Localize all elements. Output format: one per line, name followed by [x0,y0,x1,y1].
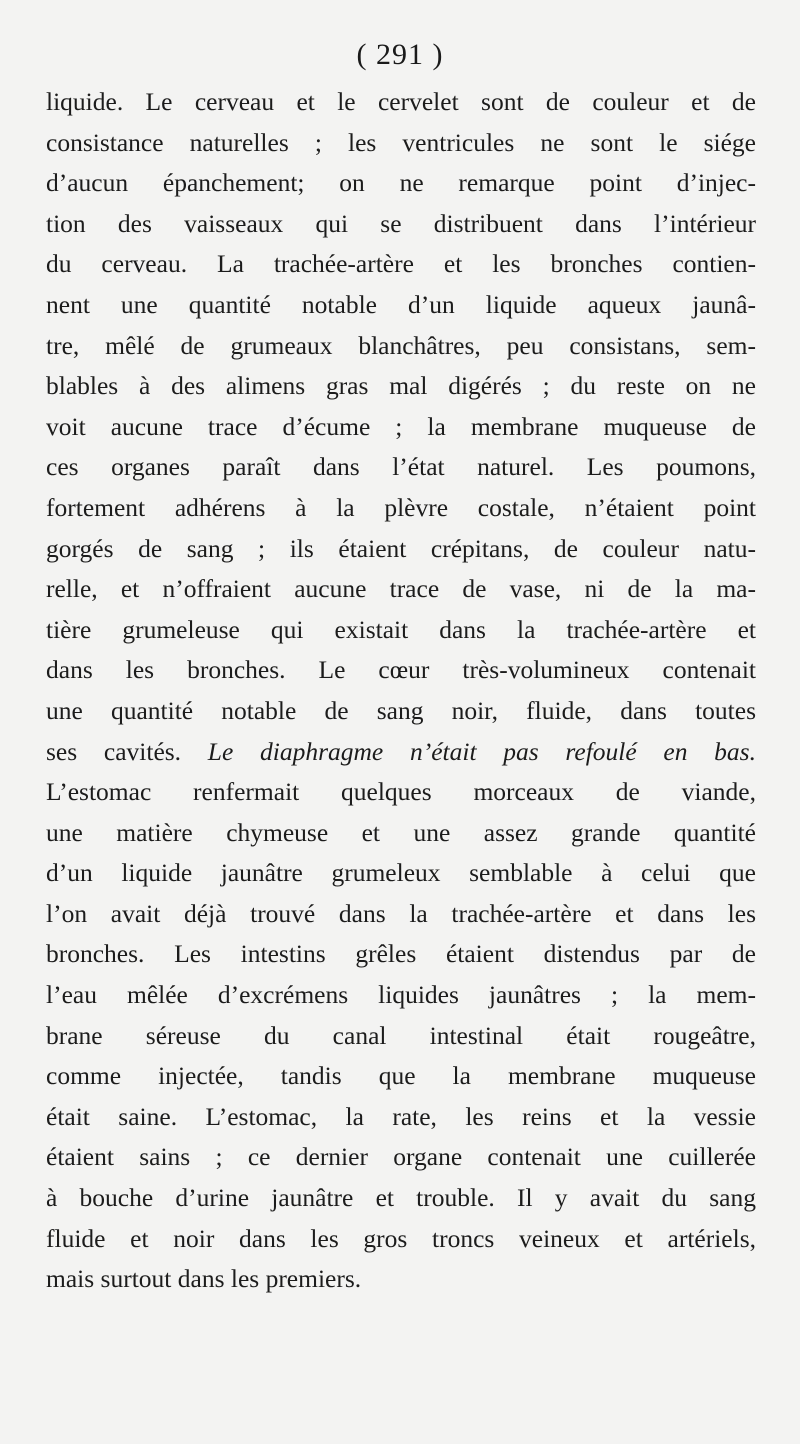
text-line: dans les bronches. Le cœur très-volumineux contenait [46,655,756,685]
body-text [46,82,756,1300]
text-line: ces organes paraît dans l’état naturel. Les poumons, [46,452,756,482]
text-line: l’on avait déjà trouvé dans la trachée-artère et dans les [46,898,756,928]
text-line: nent une quantité notable d’un liquide aqueux jaunâ- [46,289,756,319]
text-line: d’un liquide jaunâtre grumeleux semblable à celui que [46,858,756,888]
text-line: une matière chymeuse et une assez grande quantité [46,817,756,847]
text-line: l’eau mêlée d’excrémens liquides jaunâtres ; la mem- [46,980,756,1010]
text-line: une quantité notable de sang noir, fluide, dans toutes [46,695,756,725]
text-line: d’aucun épanchement; on ne remarque point d’injec- [46,168,756,198]
text-line-mixed [46,732,756,773]
text-line: comme injectée, tandis que la membrane muqueuse [46,1061,756,1091]
text-line: gorgés de sang ; ils étaient crépitans, de couleur natu- [46,533,756,563]
text-line: voit aucune trace d’écume ; la membrane muqueuse de [46,411,756,441]
text-line: à bouche d’urine jaunâtre et trouble. Il y avait du sang [46,1183,756,1213]
text-italic-segment: Le diaphragme n’était pas refoulé en bas. [207,736,756,766]
text-line: étaient sains ; ce dernier organe contenait une cuillerée [46,1142,756,1172]
text-line: brane séreuse du canal intestinal était rougeâtre, [46,1020,756,1050]
text-line: fortement adhérens à la plèvre costale, n’étaient point [46,492,756,522]
text-line: L’estomac renfermait quelques morceaux de viande, [46,777,756,807]
text-line: tre, mêlé de grumeaux blanchâtres, peu consistans, sem- [46,330,756,360]
text-line: relle, et n’offraient aucune trace de vase, ni de la ma- [46,574,756,604]
page-number: ( 291 ) [356,38,444,71]
text-line: fluide et noir dans les gros troncs veineux et artériels, [46,1223,756,1253]
text-line: liquide. Le cerveau et le cervelet sont de couleur et de [46,87,756,116]
text-roman-segment: ses cavités. [46,736,208,766]
text-line-last: mais surtout dans les premiers. [46,1264,362,1294]
text-line: du cerveau. La trachée-artère et les bronches contien- [46,249,756,279]
text-line: tion des vaisseaux qui se distribuent dans l’intérieur [46,208,756,238]
text-line: bronches. Les intestins grêles étaient distendus par de [46,939,756,969]
text-line: blables à des alimens gras mal digérés ; du reste on ne [46,371,756,401]
text-line: tière grumeleuse qui existait dans la trachée-artère et [46,614,756,644]
text-line: était saine. L’estomac, la rate, les reins et la vessie [46,1101,756,1131]
text-line: consistance naturelles ; les ventricules ne sont le siége [46,127,756,157]
